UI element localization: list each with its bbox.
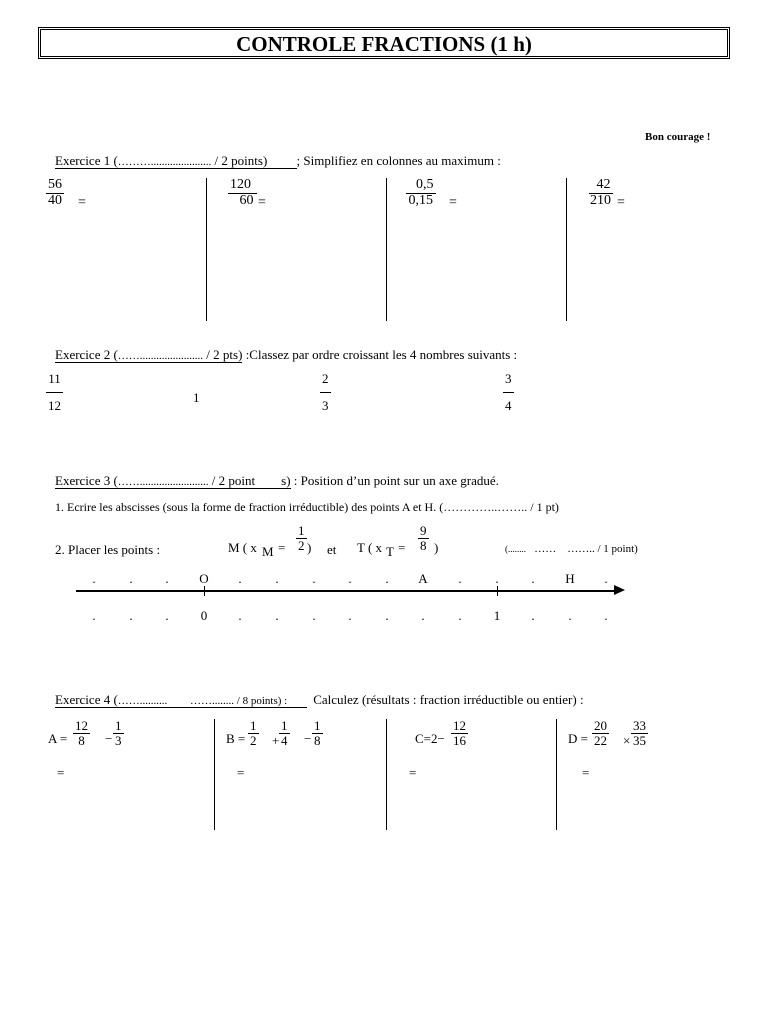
ex4-a-equal: = (57, 765, 65, 780)
axis-point-h: H (565, 571, 575, 586)
point-m-close: ) (307, 540, 312, 555)
axis-dot: . (495, 571, 499, 586)
point-t-subscript: T (386, 544, 394, 559)
ex2-integer-1: 1 (193, 390, 200, 405)
ex2-header: Exercice 2 (……....................... / 2 pts) :Classez par ordre croissant les 4 nombres suivants : (55, 347, 518, 362)
axis-point-o: O (199, 571, 209, 586)
axis-dot: . (129, 608, 133, 623)
axis-dot: . (165, 608, 169, 623)
axis-dot: . (348, 608, 352, 623)
axis-dot: . (604, 608, 608, 623)
axis-value-1: 1 (493, 608, 501, 623)
ex1-equal-4: = (617, 195, 625, 210)
axis-dot: . (385, 608, 389, 623)
axis-dot: . (238, 608, 242, 623)
ex1-equal-3: = (449, 195, 457, 210)
ex4-b-operator-2: − (304, 731, 312, 746)
column-divider (386, 178, 387, 321)
ex1-equal-1: = (78, 195, 86, 210)
column-divider (214, 719, 215, 830)
page-title: CONTROLE FRACTIONS (1 h) (38, 27, 730, 59)
point-m-equal: = (278, 540, 286, 555)
axis-point-a: A (418, 571, 428, 586)
axis-dot: . (568, 608, 572, 623)
ex1-fraction-1: $\frac{56}{40}$ (48, 177, 62, 208)
ex4-b-equal: = (237, 765, 245, 780)
point-m-prefix: M ( x (228, 540, 257, 555)
axis-dot: . (531, 571, 535, 586)
column-divider (566, 178, 567, 321)
ex1-header: Exercice 1 (………...................... / 2 points) ; Simplifiez en colonnes au maximum : (55, 153, 501, 168)
ex4-b-fraction-2: $\frac{1}{4}$ (281, 718, 288, 748)
column-divider (386, 719, 387, 830)
point-t-fraction: $\frac{9}{8}$ (420, 523, 427, 553)
column-divider (206, 178, 207, 321)
ex4-a-label: A = (48, 731, 68, 746)
axis-dot: . (604, 571, 608, 586)
bon-courage: Bon courage ! (645, 131, 711, 143)
ex4-c-fraction: $\frac{12}{16}$ (453, 718, 466, 748)
axis-dot: . (238, 571, 242, 586)
ex3-question-2: 2. Placer les points : (55, 542, 161, 557)
axis-tick (497, 586, 498, 596)
ex4-a-operator: − (105, 731, 113, 746)
ex4-d-fraction-2: $\frac{33}{35}$ (633, 718, 646, 748)
axis-dot: . (348, 571, 352, 586)
ex3-question-1: 1. Ecrire les abscisses (sous la forme de fraction irréductible) des points A et H. (…………..…….. / 1 pt) (55, 500, 559, 514)
axis-dot: . (129, 571, 133, 586)
ex1-fraction-4: $\frac{42}{210}$ (590, 177, 611, 208)
axis-dot: . (275, 571, 279, 586)
ex4-d-equal: = (582, 765, 590, 780)
ex3-q2-score: (........ …… …….. / 1 point) (505, 543, 638, 555)
axis-dot: . (385, 571, 389, 586)
point-t-prefix: T ( x (357, 540, 383, 555)
point-t-close: ) (434, 540, 439, 555)
ex4-b-fraction-1: $\frac{1}{2}$ (250, 718, 257, 748)
ex3-header: Exercice 3 (……......................... / 2 point s) : Position d’un point sur un axe gradué. (55, 473, 499, 488)
and-label: et (327, 542, 337, 557)
ex1-fraction-3: $\frac{0,5}{0,15}$ (406, 178, 436, 208)
point-t-equal: = (398, 540, 406, 555)
number-line-arrow (614, 585, 625, 595)
point-m-subscript: M (262, 544, 274, 559)
ex4-a-fraction-1: $\frac{12}{8}$ (75, 718, 88, 748)
axis-dot: . (312, 608, 316, 623)
ex4-d-fraction-1: $\frac{20}{22}$ (594, 718, 607, 748)
axis-dot: . (312, 571, 316, 586)
ex2-fraction-3-4: $\frac{3}{4}$ (505, 371, 512, 413)
axis-dot: . (165, 571, 169, 586)
ex4-d-label: D = (568, 731, 588, 746)
ex2-fraction-2-3: $\frac{2}{3}$ (322, 371, 329, 413)
point-m-fraction: $\frac{1}{2}$ (298, 523, 305, 553)
axis-dot: . (92, 571, 96, 586)
ex4-a-fraction-2: $\frac{1}{3}$ (115, 718, 122, 748)
ex2-fraction-11-12: $\frac{11}{12}$ (48, 371, 61, 413)
axis-dot: . (275, 608, 279, 623)
ex4-d-operator: × (623, 733, 631, 748)
ex4-b-fraction-3: $\frac{1}{8}$ (314, 718, 321, 748)
column-divider (556, 719, 557, 830)
ex4-header: Exercice 4 (…….......... ……........ / 8 points) : Calculez (résultats : fraction irréductible ou entier) : (55, 692, 584, 707)
axis-tick (204, 586, 205, 596)
axis-value-0: 0 (200, 608, 208, 623)
ex4-b-label: B = (226, 731, 246, 746)
axis-dot: . (531, 608, 535, 623)
axis-dot: . (421, 608, 425, 623)
axis-dot: . (92, 608, 96, 623)
axis-dot: . (458, 571, 462, 586)
ex4-c-equal: = (409, 765, 417, 780)
ex4-c-label: C=2− (415, 731, 445, 746)
ex1-fraction-2: $\frac{120}{60}$ (228, 178, 257, 208)
ex1-equal-2: = (258, 195, 266, 210)
ex4-b-operator-1: + (272, 733, 280, 748)
number-line-axis (76, 590, 616, 592)
axis-dot: . (458, 608, 462, 623)
